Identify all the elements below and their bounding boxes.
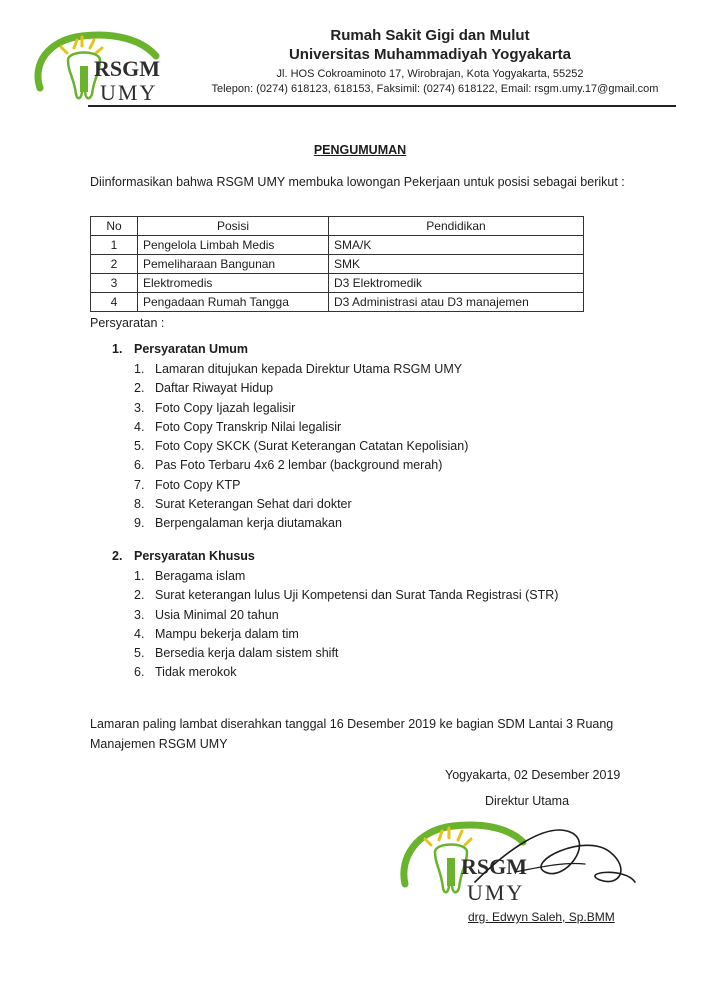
cell-posisi: Elektromedis bbox=[138, 274, 329, 293]
list-item: 6. Pas Foto Terbaru 4x6 2 lembar (background merah) bbox=[134, 458, 443, 473]
col-header-posisi: Posisi bbox=[138, 217, 329, 236]
closing-paragraph: Lamaran paling lambat diserahkan tanggal 16 Desember 2019 ke bagian SDM Lantai 3 Ruang Manajemen RSGM UMY bbox=[90, 717, 614, 751]
svg-text:RSGM: RSGM bbox=[94, 56, 160, 81]
list-item: 4. Foto Copy Transkrip Nilai legalisir bbox=[134, 419, 342, 434]
requirements-label: Persyaratan : bbox=[90, 316, 165, 330]
cell-posisi: Pengadaan Rumah Tangga bbox=[138, 293, 329, 312]
cell-pendidikan: D3 Administrasi atau D3 manajemen bbox=[329, 293, 584, 312]
requirements-list bbox=[134, 567, 558, 683]
letterhead bbox=[170, 26, 690, 97]
table-row bbox=[91, 293, 584, 312]
place-date: Yogyakarta, 02 Desember 2019 bbox=[445, 768, 621, 782]
list-item: 3. Foto Copy Ijazah legalisir bbox=[134, 400, 296, 415]
list-item: 6. Tidak merokok bbox=[134, 665, 237, 680]
section-title: Persyaratan Khusus bbox=[134, 549, 255, 563]
svg-text:UMY: UMY bbox=[100, 80, 158, 105]
list-item: 9. Berpengalaman kerja diutamakan bbox=[134, 516, 342, 531]
cell-no: 2 bbox=[91, 255, 138, 274]
positions-table bbox=[90, 216, 584, 312]
cell-pendidikan: SMA/K bbox=[329, 236, 584, 255]
official-stamp-signature bbox=[395, 812, 645, 912]
section-heading bbox=[112, 547, 558, 565]
list-item: 5. Bersedia kerja dalam sistem shift bbox=[134, 646, 339, 661]
svg-text:UMY: UMY bbox=[467, 880, 525, 905]
signatory-role: Direktur Utama bbox=[485, 794, 570, 808]
list-item: 4. Mampu bekerja dalam tim bbox=[134, 626, 299, 641]
university-name: Universitas Muhammadiyah Yogyakarta bbox=[288, 46, 572, 63]
col-header-pendidikan: Pendidikan bbox=[329, 217, 584, 236]
letterhead-divider bbox=[88, 105, 676, 107]
cell-no: 1 bbox=[91, 236, 138, 255]
list-item: 8. Surat Keterangan Sehat dari dokter bbox=[134, 497, 352, 512]
address: Jl. HOS Cokroaminoto 17, Wirobrajan, Kota Yogyakarta, 55252 bbox=[276, 68, 584, 80]
special-requirements-section bbox=[112, 547, 558, 683]
cell-no: 4 bbox=[91, 293, 138, 312]
section-heading bbox=[112, 340, 468, 358]
cell-posisi: Pengelola Limbah Medis bbox=[138, 236, 329, 255]
section-title: Persyaratan Umum bbox=[134, 342, 248, 356]
page-title: PENGUMUMAN bbox=[313, 143, 407, 157]
col-header-no: No bbox=[91, 217, 138, 236]
general-requirements-section bbox=[112, 340, 468, 534]
svg-text:RSGM: RSGM bbox=[461, 854, 527, 879]
cell-posisi: Pemeliharaan Bangunan bbox=[138, 255, 329, 274]
signatory-name: drg. Edwyn Saleh, Sp.BMM bbox=[468, 910, 615, 924]
contact-info: Telepon: (0274) 618123, 618153, Faksimil: (0274) 618122, Email: rsgm.umy.17@gmail.com bbox=[211, 83, 659, 95]
cell-no: 3 bbox=[91, 274, 138, 293]
table-row bbox=[91, 255, 584, 274]
list-item: 3. Usia Minimal 20 tahun bbox=[134, 607, 279, 622]
list-item: 5. Foto Copy SKCK (Surat Keterangan Catatan Kepolisian) bbox=[134, 439, 469, 454]
signature-block bbox=[445, 766, 645, 808]
list-item: 1. Beragama islam bbox=[134, 569, 246, 583]
section-number: 1. bbox=[112, 342, 123, 356]
cell-pendidikan: SMK bbox=[329, 255, 584, 274]
cell-pendidikan: D3 Elektromedik bbox=[329, 274, 584, 293]
requirements-list bbox=[134, 360, 468, 534]
list-item: 2. Surat keterangan lulus Uji Kompetensi dan Surat Tanda Registrasi (STR) bbox=[134, 588, 559, 603]
table-row bbox=[91, 236, 584, 255]
section-number: 2. bbox=[112, 549, 123, 563]
intro-paragraph: Diinformasikan bahwa RSGM UMY membuka lowongan Pekerjaan untuk posisi sebagai berikut : bbox=[90, 175, 625, 189]
list-item: 1. Lamaran ditujukan kepada Direktur Utama RSGM UMY bbox=[134, 362, 463, 376]
list-item: 2. Daftar Riwayat Hidup bbox=[134, 381, 274, 396]
table-row bbox=[91, 274, 584, 293]
rsgm-umy-logo bbox=[30, 26, 170, 106]
table-header-row bbox=[91, 217, 584, 236]
institution-name: Rumah Sakit Gigi dan Mulut bbox=[330, 27, 530, 44]
list-item: 7. Foto Copy KTP bbox=[134, 477, 241, 492]
